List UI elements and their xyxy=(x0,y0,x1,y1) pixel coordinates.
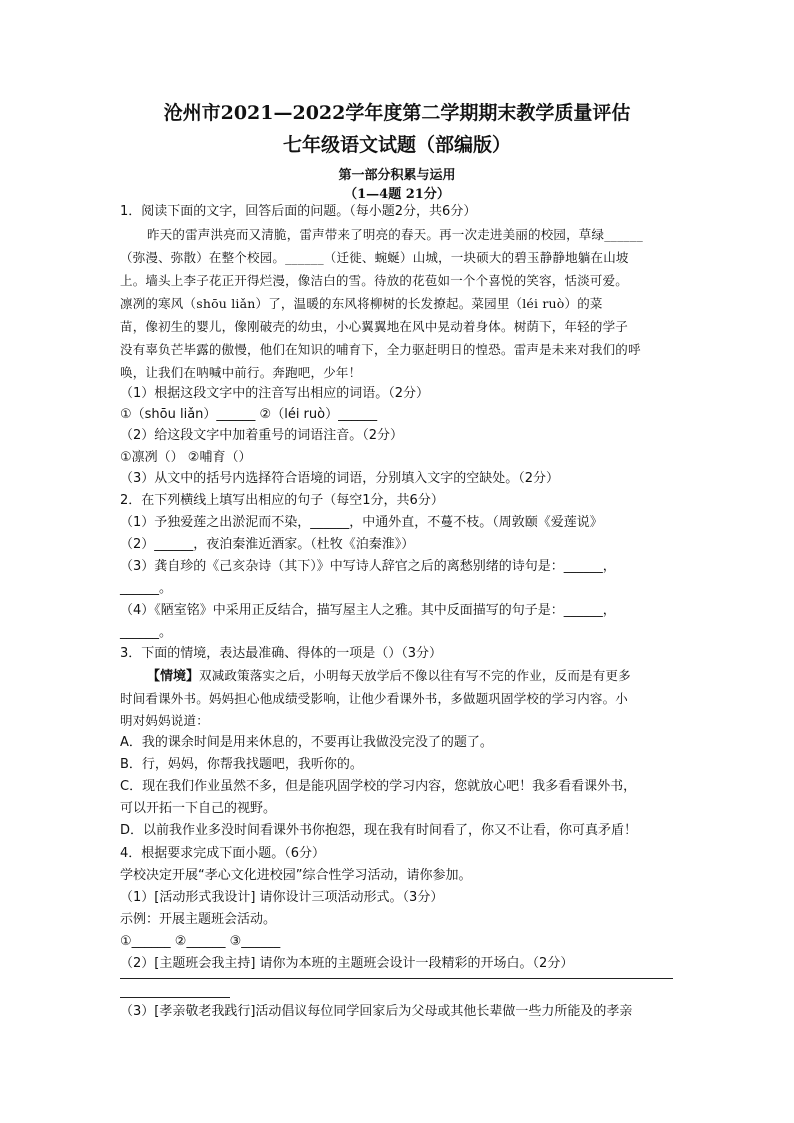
scenario-line: 明对妈妈说道： xyxy=(120,713,209,728)
subquestion: （2）给这段文字中加着重号的词语注音。（2分） xyxy=(120,428,404,443)
fill-blank-line[interactable]: ______。 xyxy=(120,581,173,596)
subquestion: （1）根据这段文字中的注音写出相应的词语。（2分） xyxy=(120,386,430,401)
answer-line[interactable] xyxy=(120,978,673,979)
fill-blank-line[interactable]: （2）______，夜泊秦淮近酒家。（杜牧《泊秦淮》） xyxy=(120,537,415,552)
answer-blank-line[interactable]: ①凛冽（） ②哺育（） xyxy=(120,450,252,465)
passage-line: （弥漫、弥散）在整个校园。______（迁徙、蜿蜒）山城，一块硕大的碧玉静静地躺在山坡 xyxy=(120,250,629,265)
passage-line: 唤，让我们在呐喊中前行。奔跑吧，少年！ xyxy=(120,365,362,380)
subquestion: （1）[活动形式我设计] 请你设计三项活动形式。（3分） xyxy=(120,890,444,905)
section-title: 第一部分积累与运用 xyxy=(338,168,456,183)
exam-subtitle: 七年级语文试题（部编版） xyxy=(282,134,511,156)
subquestion: （3）[孝亲敬老我践行]活动倡议每位同学回家后为父母或其他长辈做一些力所能及的孝亲 xyxy=(120,1004,633,1019)
option-d[interactable]: D．以前我作业多没时间看课外书你抱怨，现在我有时间看了，你又不让看，你可真矛盾！ xyxy=(120,823,638,838)
subquestion: （2）[主题班会我主持] 请你为本班的主题班会设计一段精彩的开场白。（2分） xyxy=(120,956,574,971)
answer-blank-line[interactable]: ①（shōu liǎn）______ ②（léi ruò）______ xyxy=(120,407,378,422)
question-1-stem: 1．阅读下面的文字，回答后面的问题。（每小题2分，共6分） xyxy=(120,204,477,219)
scenario-text: 双减政策落实之后，小明每天放学后不像以往有写不完的作业，反而是有更多 xyxy=(199,668,631,683)
option-a[interactable]: A．我的课余时间是用来休息的，不要再让我做没完没了的题了。 xyxy=(120,735,493,750)
scenario-line xyxy=(147,667,631,686)
option-b[interactable]: B．行，妈妈，你帮我找题吧，我听你的。 xyxy=(120,757,363,772)
question-2-stem: 2．在下列横线上填写出相应的句子（每空1分，共6分） xyxy=(120,493,444,508)
passage-line: 昨天的雷声洪亮而又清脆，雷声带来了明亮的春天。再一次走进美丽的校园，草绿______ xyxy=(147,227,643,242)
question-4-intro: 学校决定开展“孝心文化进校园”综合性学习活动，请你参加。 xyxy=(120,868,472,883)
option-c[interactable]: C．现在我们作业虽然不多，但是能巩固学校的学习内容，您就放心吧！我多看看课外书， xyxy=(120,779,637,794)
passage-line: 凛冽的寒风（shōu liǎn）了，温暖的东风将柳树的长发撩起。菜园里（léi ruò）的菜 xyxy=(120,296,603,311)
scenario-label: 【情境】 xyxy=(147,669,200,684)
question-4-stem: 4．根据要求完成下面小题。（6分） xyxy=(120,846,326,861)
scenario-line: 时间看课外书。妈妈担心他成绩受影响，让他少看课外书，多做题巩固学校的学习内容。小 xyxy=(120,691,629,706)
option-c-continued: 可以开拓一下自己的视野。 xyxy=(120,801,277,816)
answer-line-short[interactable] xyxy=(120,997,230,998)
fill-blank-line[interactable]: （1）予独爱莲之出淤泥而不染，______，中通外直，不蔓不枝。（周敦颐《爱莲说》 xyxy=(120,515,603,530)
fill-blank-line[interactable]: ______。 xyxy=(120,625,173,640)
section-range: （1—4题 21分） xyxy=(344,187,450,202)
subquestion: （3）从文中的括号内选择符合语境的词语，分别填入文字的空缺处。（2分） xyxy=(120,471,560,486)
passage-line: 苗，像初生的婴儿，像刚破壳的幼虫，小心翼翼地在风中晃动着身体。树荫下，年轻的学子 xyxy=(120,319,629,334)
exam-title: 沧州市2021—2022学年度第二学期期末教学质量评估 xyxy=(163,102,631,124)
example-line: 示例：开展主题班会活动。 xyxy=(120,912,277,927)
question-3-stem: 3．下面的情境，表达最准确、得体的一项是（）（3分） xyxy=(120,646,443,661)
fill-blank-line[interactable]: （4）《陋室铭》中采用正反结合，描写屋主人之雅。其中反面描写的句子是：______， xyxy=(120,603,616,618)
passage-line: 没有辜负芒毕露的傲慢，他们在知识的哺育下，全力驱赶明日的惶恐。雷声是未来对我们的呼 xyxy=(120,342,641,357)
passage-line: 上。墙头上李子花正开得烂漫，像洁白的雪。待放的花苞如一个个喜悦的笑容，恬淡可爱。 xyxy=(120,273,629,288)
answer-blank-line[interactable]: ①______ ②______ ③______ xyxy=(120,934,281,949)
fill-blank-line[interactable]: （3）龚自珍的《己亥杂诗（其下）》中写诗人辞官之后的离愁别绪的诗句是：______， xyxy=(120,559,616,574)
